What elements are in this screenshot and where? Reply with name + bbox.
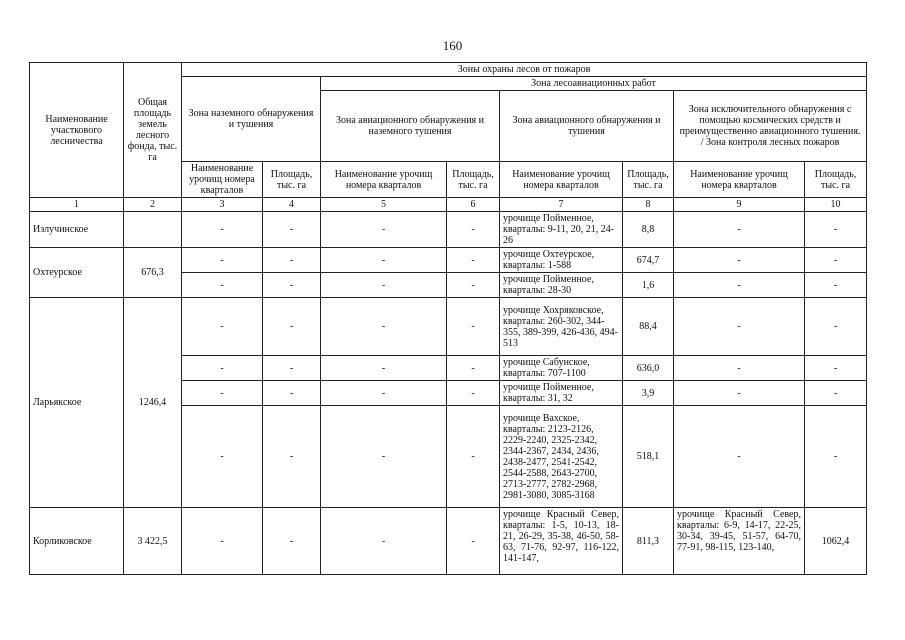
header-ground-zone: Зона наземного обнаружения и тушения	[182, 77, 321, 162]
column-number: 8	[623, 198, 674, 212]
empty-cell: -	[805, 406, 867, 508]
empty-cell: -	[447, 406, 500, 508]
header-area-4: Площадь, тыс. га	[263, 162, 321, 198]
empty-cell: -	[182, 406, 263, 508]
column-number: 7	[500, 198, 623, 212]
tract-description: урочище Сабунское, кварталы: 707-1100	[500, 356, 623, 381]
tract-area: 674,7	[623, 248, 674, 273]
column-number: 2	[124, 198, 182, 212]
header-aviation-zone: Зона лесоавиационных работ	[321, 77, 867, 91]
space-tract-description: урочище Красный Север, кварталы: 6-9, 14-17, 22-25, 30-34, 39-45, 51-57, 64-70, 77-91, 98-115, 123-140,	[674, 508, 805, 575]
header-tract-3: Наименование урочищ номера кварталов	[182, 162, 263, 198]
forestry-name: Охтеурское	[30, 248, 124, 298]
header-space-zone: Зона исключительного обнаружения с помощью космических средств и преимущественно авиационного тушения. / Зона контроля лесных пожаров	[674, 91, 867, 162]
empty-cell: -	[182, 508, 263, 575]
forestry-name: Ларьякское	[30, 298, 124, 508]
header-tract-9: Наименование урочищ номера кварталов	[674, 162, 805, 198]
space-tract-area: 1062,4	[805, 508, 867, 575]
column-number: 1	[30, 198, 124, 212]
empty-cell: -	[447, 381, 500, 406]
empty-cell: -	[321, 273, 447, 298]
empty-cell: -	[447, 212, 500, 248]
empty-cell: -	[447, 508, 500, 575]
tract-area: 88,4	[623, 298, 674, 356]
header-forestry-name: Наименование участкового лесничества	[30, 63, 124, 198]
table-row	[30, 298, 867, 356]
empty-cell: -	[805, 381, 867, 406]
empty-cell: -	[182, 356, 263, 381]
forestry-area: 676,3	[124, 248, 182, 298]
forestry-area: 1246,4	[124, 298, 182, 508]
page-number: 160	[442, 38, 463, 53]
table-row	[30, 508, 867, 575]
empty-cell: -	[263, 273, 321, 298]
header-avia-zone: Зона авиационного обнаружения и тушения	[500, 91, 674, 162]
header-area-6: Площадь, тыс. га	[447, 162, 500, 198]
empty-cell: -	[321, 406, 447, 508]
empty-cell: -	[321, 508, 447, 575]
empty-cell: -	[321, 298, 447, 356]
empty-cell: -	[805, 356, 867, 381]
empty-cell: -	[674, 406, 805, 508]
tract-area: 1,6	[623, 273, 674, 298]
tract-description: урочище Пойменное, кварталы: 28-30	[500, 273, 623, 298]
forestry-name: Корликовское	[30, 508, 124, 575]
forestry-area: 3 422,5	[124, 508, 182, 575]
empty-cell: -	[263, 406, 321, 508]
empty-cell: -	[263, 356, 321, 381]
tract-area: 636,0	[623, 356, 674, 381]
tract-description: урочище Вахское, кварталы: 2123-2126, 2229-2240, 2325-2342, 2344-2367, 2434, 2436, 2438-2477, 2541-2542, 2544-2588, 2643-2700, 2713-2777, 2782-2968, 2981-3080, 3085-3168	[500, 406, 623, 508]
column-number: 9	[674, 198, 805, 212]
column-number-row	[30, 198, 867, 212]
column-number: 5	[321, 198, 447, 212]
empty-cell: -	[447, 248, 500, 273]
empty-cell: -	[674, 212, 805, 248]
empty-cell: -	[263, 298, 321, 356]
forest-fire-zones-table	[29, 62, 867, 575]
header-area-8: Площадь, тыс. га	[623, 162, 674, 198]
empty-cell: -	[674, 298, 805, 356]
empty-cell: -	[805, 298, 867, 356]
tract-area: 811,3	[623, 508, 674, 575]
empty-cell: -	[447, 356, 500, 381]
empty-cell: -	[805, 248, 867, 273]
tract-description: урочище Хохряковское, кварталы: 260-302, 344-355, 389-399, 426-436, 494-513	[500, 298, 623, 356]
forestry-area	[124, 212, 182, 248]
tract-description: урочище Пойменное, кварталы: 31, 32	[500, 381, 623, 406]
empty-cell: -	[447, 298, 500, 356]
tract-area: 3,9	[623, 381, 674, 406]
empty-cell: -	[805, 212, 867, 248]
column-number: 3	[182, 198, 263, 212]
empty-cell: -	[674, 248, 805, 273]
header-area-10: Площадь, тыс. га	[805, 162, 867, 198]
tract-area: 518,1	[623, 406, 674, 508]
header-row-1	[30, 63, 867, 77]
empty-cell: -	[321, 356, 447, 381]
column-number: 6	[447, 198, 500, 212]
empty-cell: -	[182, 298, 263, 356]
empty-cell: -	[321, 212, 447, 248]
column-number: 4	[263, 198, 321, 212]
empty-cell: -	[321, 381, 447, 406]
empty-cell: -	[263, 248, 321, 273]
header-fire-zones: Зоны охраны лесов от пожаров	[182, 63, 867, 77]
empty-cell: -	[182, 212, 263, 248]
empty-cell: -	[182, 248, 263, 273]
empty-cell: -	[674, 381, 805, 406]
tract-description: урочище Пойменное, кварталы: 9-11, 20, 21, 24-26	[500, 212, 623, 248]
header-tract-7: Наименование урочищ номера кварталов	[500, 162, 623, 198]
empty-cell: -	[447, 273, 500, 298]
header-tract-5: Наименование урочищ номера кварталов	[321, 162, 447, 198]
empty-cell: -	[263, 381, 321, 406]
column-number: 10	[805, 198, 867, 212]
empty-cell: -	[182, 273, 263, 298]
header-avia-ground-zone: Зона авиационного обнаружения и наземного тушения	[321, 91, 500, 162]
empty-cell: -	[321, 248, 447, 273]
forestry-name: Излучинское	[30, 212, 124, 248]
empty-cell: -	[805, 273, 867, 298]
tract-description: урочище Красный Север, кварталы: 1-5, 10-13, 18-21, 26-29, 35-38, 46-50, 58-63, 71-76, 92-97, 116-122, 141-147,	[500, 508, 623, 575]
table-row	[30, 212, 867, 248]
empty-cell: -	[674, 273, 805, 298]
empty-cell: -	[263, 212, 321, 248]
tract-description: урочище Охтеурское, кварталы: 1-588	[500, 248, 623, 273]
empty-cell: -	[182, 381, 263, 406]
empty-cell: -	[674, 356, 805, 381]
header-total-area: Общая площадь земель лесного фонда, тыс. га	[124, 63, 182, 198]
tract-area: 8,8	[623, 212, 674, 248]
table-row	[30, 248, 867, 273]
empty-cell: -	[263, 508, 321, 575]
